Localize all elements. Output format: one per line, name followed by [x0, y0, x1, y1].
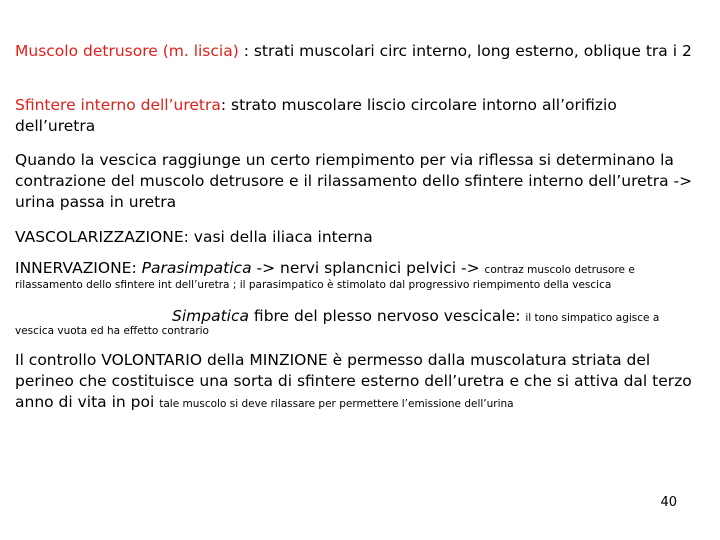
term-vascolarizzazione: VASCOLARIZZAZIONE	[15, 228, 184, 246]
text-vascolarizzazione: : vasi della iliaca interna	[183, 228, 373, 246]
page-number: 40	[660, 495, 677, 510]
label-simpatica: Simpatica	[172, 307, 249, 325]
text-minzione: Il controllo VOLONTARIO della MINZIONE è permesso dalla muscolatura striata del perineo che costituisce una sorta di sfintere esterno dell’uretra e che si attiva dal terzo anno di vita in poi	[15, 351, 692, 411]
term-sfintere: Sfintere interno dell’uretra	[15, 96, 221, 114]
text-sfintere: : strato muscolare liscio circolare intorno all’orifizio dell’uretra	[15, 96, 617, 135]
label-parasimpatica: Parasimpatica	[141, 259, 252, 277]
innervazione-sep: :	[131, 259, 142, 277]
note-simpatica-1: il tono simpatico agisce a	[525, 312, 660, 324]
note-parasimpatica-2: rilassamento dello sfintere int dell’uretra ; il parasimpatico è stimolato dal progressivo riempimento della vescica	[15, 279, 612, 291]
paragraph-riflesso	[15, 150, 700, 213]
paragraph-detrusore	[15, 41, 700, 62]
note-parasimpatica-1: contraz muscolo detrusore e	[484, 264, 635, 276]
paragraph-vascolarizzazione	[15, 227, 700, 248]
text-parasimpatica: -> nervi splancnici pelvici ->	[251, 259, 485, 277]
paragraph-innervazione-note	[15, 279, 700, 291]
paragraph-minzione	[15, 350, 700, 415]
term-innervazione: INNERVAZIONE	[15, 259, 132, 277]
text-simpatica: fibre del plesso nervoso vescicale:	[249, 307, 526, 325]
paragraph-simpatica-note	[15, 325, 700, 337]
paragraph-innervazione	[15, 258, 700, 281]
text-riflesso: Quando la vescica raggiunge un certo riempimento per via riflessa si determinano la contrazione del muscolo detrusore e il rilassamento dello sfintere interno dell’uretra -> urina passa in uretra	[15, 151, 693, 211]
paragraph-sfintere	[15, 95, 700, 137]
note-simpatica-2: vescica vuota ed ha effetto contrario	[15, 325, 209, 337]
note-minzione: tale muscolo si deve rilassare per permettere l’emissione dell’urina	[159, 398, 514, 410]
term-detrusore: Muscolo detrusore (m. liscia)	[15, 42, 239, 60]
text-detrusore: : strati muscolari circ interno, long esterno, oblique tra i 2	[238, 42, 692, 60]
